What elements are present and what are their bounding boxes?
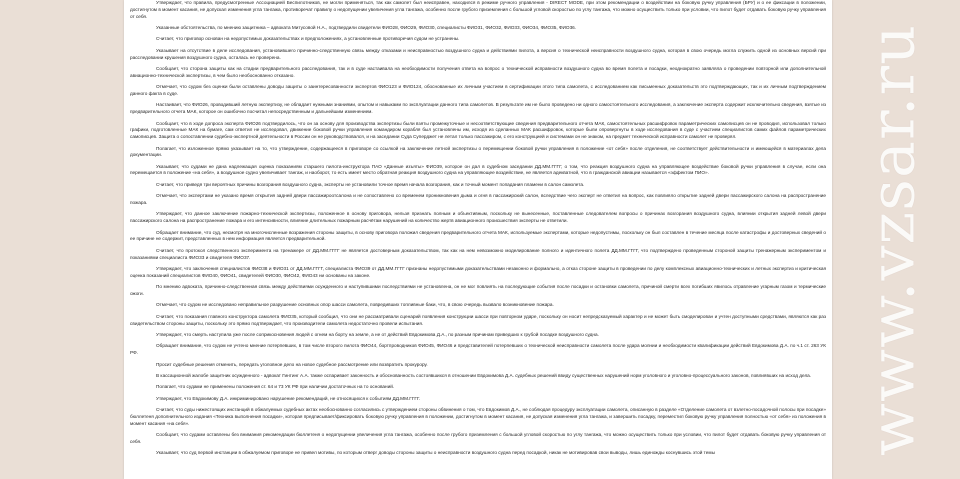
paragraph: Утверждает, что правила, предусмотренные Ассоциацией Беспилотников, не могли применяться, так как самолет был неисправен, находился в режиме ручного управления - DIRECT MODE, при этом рекомендации о воздействии на боковую ручку управления (БРУ) и о ее фиксации в положении, достигнутом в момент касания, не допускал изменения угла тангажа, противоречат правилу о недопущении увеличения угла тангажа, особенно после грубого приземления с большой угловой скоростью по углу тангажа, что можно осуществить только при условии, что пилот будет отдавать боковую ручку управления от себя. [130, 0, 826, 19]
paragraph: Сообщает, что в ходе допроса эксперта ФИО26 подтвердилось, что он за основу для производства экспертизы были взяты промежуточные и несоответствующие сведения предварительного отчета МАК, самостоятельных расшифровок параметрических самописцев он не проводил, использовал только графики, подготовленные МАК на бумаге, сам ответил не исследовал, движение боковой ручки управления командиром корабля был установлены им, исходя из сделанных МАК расшифровок, которые были опровергнуты в ходе исследования в суде с участием специалистов самих файлов параметрических самописцев. Защита о сопоставлении судебно-экспертной деятельности в России он не руководствовался, и на заседании Суда Суперджет не летал только пассажиром, с его конструкцией и системами он не знаком, на предмет технической исправности самолет не проверял. [130, 120, 826, 140]
paragraph: Утверждает, что данное заключение пожарно-технической экспертизы, положенное в основу приговора, нельзя признать полным и объективным, поскольку не вынесенные, поставленные следователем вопросы о причинах возгорания воздушного судна, влиянии открытия задней левой двери пассажирского салона на распространение пожара и его интенсивности, влияние длительных пожарным расчётам нарушений на количество жертв авиационного происшествия эксперты не ответили. [130, 211, 826, 224]
paragraph: Считает, что протокол следственного эксперимента на тренажере от ДД.ММ.ГГГГ не является достоверным доказательством, так как на нем невозможно моделирование полного и идентичного полета ДД.ММ.ГГГГ, что подтверждено проведенным стороной защиты тренажерным экспериментом и показаниями специалиста ФИО33 и свидетеля ФИО37. [130, 247, 826, 260]
paragraph: Сообщает, что сторона защиты как на стадии предварительного расследования, так и в суде настаивала на необходимости получения ответа на вопрос о технической исправности воздушного судна во время полета и посадки, неоднократно заявляла о проведении повторной или дополнительной авиационно-технической экспертизы, в чем было необоснованно отказано. [130, 65, 826, 78]
paragraph: Настаивает, что ФИО26, проводивший летную экспертизу, не обладает нужными знаниями, опытом и навыками по эксплуатации данного типа самолетов. В результате им не было проведено ни одного самостоятельного исследования, а заключение эксперта содержит исключительно сведения, взятые из предварительного отчета МАК, которое он ошибочно посчитал непосредственным и дальнейшим изменением. [130, 102, 826, 115]
site-watermark: www.vzsar.ru [855, 23, 929, 457]
paragraph: По мнению адвоката, причинно-следственная связь между действиями осужденного и наступившими последствиями не установлена, он не мог повлиять на последующие события после посадки и остановки самолета, причиной смерти всех погибших явилось отравление угарным газом и термические ожоги. [130, 284, 826, 296]
paragraph: Указывает на отсутствие в деле исследования, установившего причинно-следственную связь между отказами и неисправностью воздушного судна и действиями пилота, а версия о технической неисправности воздушного судна, которая в свою очередь могла служить одной из основных версий при расследовании крушения воздушного судна, осталась не проверена. [130, 47, 826, 60]
paragraph: Отмечает, что судом без оценки были оставлены доводы защиты о заинтересованности экспертов ФИО123 и ФИО124, обоснованные их личным участием в сертификации этого типа самолета, с исследованием как письменных доказательств это подтверждающих, так и их личным подтверждением данного факта в суде. [130, 84, 826, 96]
paragraph: Обращает внимание, что судом не учтено мнение потерпевших, в том числе второго пилота ФИО44, бортпроводников ФИО45, ФИО46 и представителей потерпевших о технической неисправности самолета после удара молнии и необходимости квалификации действий Евдокимова Д.А. по ч.1 ст. 263 УК РФ. [130, 343, 826, 356]
paragraph: Считает, что приведя три вероятных причины возгорания воздушного судна, эксперты не установили точное время начала возгорания, как и точный момент попадания пламени в салон самолета. [156, 181, 585, 187]
paragraph: Полагает, что изложенное прямо указывает на то, что утверждение, содержащееся в приговоре со ссылкой на заключение летной экспертизы о перемещении боковой ручки управления в положение «от себя» после отделения, не соответствует действительности и имеющейся в материалах дела документации. [130, 145, 826, 158]
paragraph: Просит судебные решения отменить, передать уголовное дело на новое судебное рассмотрение или возвратить прокурору. [156, 361, 428, 367]
paragraph: Утверждает, что заключения специалистов ФИО38 и ФИО31 от ДД.ММ.ГГГГ, специалиста ФИО39 от ДД.ММ.ГГГГ признаны недопустимыми доказательствами незаконно и формально, а отказ стороне защиты в проведении по делу комплексных авиационно-технических и летных экспертиз и критическая оценка показаний специалистов ФИО40, ФИО41, свидетелей ФИО30, ФИО42, ФИО43 ни основаны на законе. [130, 266, 826, 278]
paragraph: Считает, что суды нижестоящих инстанций в обжалуемых судебных актах необоснованно согласились с утверждением стороны обвинения о том, что Евдокимов Д.А., не соблюдая процедуру эксплуатации самолета, описанную в разделе «Отделение самолета от взлетно-посадочной полосы при посадке» бюллетеня дополнительного издания «Техника выполнения посадки», которая предписывает/фиксировать боковую ручку управления в положении, достигнутом в момент касания, не допуская изменения угла тангажа, и завершить посадку, переместил боковую ручку управления полностью «от себя» из положения в момент касания «на себя». [130, 407, 826, 426]
paragraph: Отмечает, что судом не исследовано неправильное разрушение основных опор шасси самолета, повредивших топливные баки, что, в свою очередь вызвало возникновение пожара. [156, 302, 554, 308]
paragraph: Считает, что приговор основан на недопустимых доказательствах и предположениях, а установленные противоречия судом не устранены. [156, 36, 460, 42]
paragraph: Указывает, что судами не дана надлежащая оценка показаниям старшего пилота-инструктора ПАО «Данные изъяты» ФИО39, которое он дал в судебном заседании ДД.ММ.ГГГГ, о том, что реакция воздушного судна на управляющее воздействие боковой ручки управления в случае, если она перемещается в положение «на себя», а воздушное судно увеличивает тангаж, и наоборот, то есть имеет место обратная реакция воздушного судна на управляющее воздействие, не является адекватной, что в гражданской авиации называется «эффектом ПИО». [130, 163, 826, 176]
paragraph: В кассационной жалобе защитник осужденного - адвокат Гинтинг А.А. также оспаривает законность и обоснованность состоявшихся в отношении Евдокимова Д.А. судебных решений ввиду существенных нарушений норм уголовного и уголовно-процессуального законов, повлиявших на исход дела. [156, 372, 812, 378]
paragraph: Указывает, что суд первой инстанции в обжалуемом приговоре не привел мотивы, по которым отверг доводы стороны защиты о неисправности воздушного судна перед посадкой, никак не мотивировав свои выводы, лишь единожды коснувшись этой темы [156, 450, 715, 456]
paragraph: Отмечает, что экспертами не указано время открытия задней двери пассажироотсалона и не сопоставлено со временем проникновения дыма и огня в пассажирский салон, вследствие чего эксперт не ответил на вопрос, как повлияло открытие задней двери пассажирского салона на распространение пожара. [130, 193, 826, 206]
paragraph: Сообщает, что судами оставлены без внимания рекомендации бюллетеня о недопущении увеличения угла тангажа, особенно после грубого приземления с большой угловой скоростью по углу тангажа, что можно осуществить только при условии, что пилот будет отдавать боковую ручку управления от себя. [130, 432, 826, 444]
paragraph: Считает, что показания главного конструктора самолета ФИО35, который сообщил, что они не рассматривали сценарий появления конструкции шасси при повторном ударе, поскольку он носит непредсказуемый характер и не может быть смоделирован и учтен доступными средствами, являются как раз свидетельством стороны защиты, поскольку это прямо подтверждает, что производители самолета недостаточно провели испытания. [130, 313, 826, 326]
paragraph: Утверждает, что Евдокимову Д.А. инкриминировано нарушение рекомендаций, не относящихся к событиям ДД.ММ.ГГГГ. [156, 395, 421, 401]
document-page [124, 0, 832, 479]
paragraph: Обращает внимание, что суд, несмотря на многочисленные возражения стороны защиты, в основу приговора положил сведения предварительного отчета МАК, используемые экспертами, которые недопустимы, поскольку он был составлен в течение месяца после катастрофы и достоверных сведений о ее причине не содержит, представленных в нем информация является предварительной. [130, 229, 826, 242]
paragraph: Указанные обстоятельства, по мнению защитника – адвоката Митусовой Н.А., подтвердили свидетели ФИО28, ФИО29, ФИО30, специалисты ФИО31, ФИО32, ФИО33, ФИО34, ФИО35, ФИО36. [156, 24, 577, 30]
paragraph: Утверждает, что смерть наступила уже после соприкосновения людей с огнем на борту на земле, а не от действий Евдокимова Д.А., по разным причинам приведших к грубой посадке воздушного судна. [156, 331, 599, 337]
document-body [124, 0, 832, 457]
paragraph: Полагает, что судами не применены положения ст. 64 и 73 УК РФ при наличии достаточных на то оснований. [156, 384, 395, 390]
